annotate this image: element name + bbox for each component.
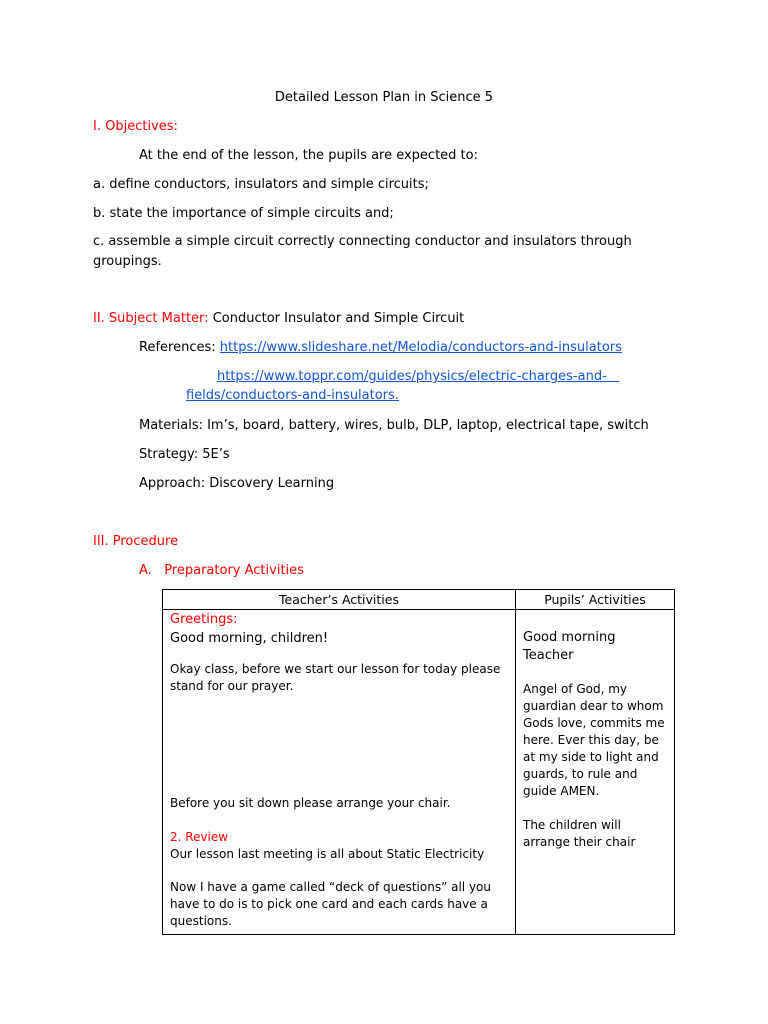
references-label: References:	[139, 340, 216, 355]
subject-matter-heading: II. Subject Matter:	[93, 311, 209, 326]
objectives-heading: I. Objectives:	[93, 119, 178, 134]
review-label: 2. Review	[170, 830, 229, 844]
procedure-heading: III. Procedure	[93, 534, 179, 549]
pupils-good-morning: Good morning Teacher	[523, 630, 616, 663]
objective-a: a. define conductors, insulators and simple circuits;	[93, 177, 429, 192]
references-line	[139, 338, 622, 358]
document-title: Detailed Lesson Plan in Science 5	[274, 90, 494, 105]
objective-b: b. state the importance of simple circuits and;	[93, 206, 394, 221]
objective-c-continued: groupings.	[93, 254, 162, 269]
objectives-intro: At the end of the lesson, the pupils are expected to:	[139, 148, 478, 163]
teacher-game-instruction: Now I have a game called “deck of questions” all you have to do is to pick one card and each cards have a questions.	[170, 880, 491, 928]
teacher-activities-cell	[163, 610, 516, 935]
teacher-arrange-chair: Before you sit down please arrange your chair.	[170, 796, 451, 810]
pupils-activities-cell	[516, 610, 675, 935]
teacher-activities-header: Teacher’s Activities	[163, 590, 516, 610]
reference-link-slideshare[interactable]: https://www.slideshare.net/Melodia/conductors-and-insulators	[219, 340, 622, 355]
subject-matter-topic: Conductor Insulator and Simple Circuit	[212, 311, 465, 326]
table-header-row	[163, 590, 675, 610]
teacher-last-meeting: Our lesson last meeting is all about Static Electricity	[170, 847, 485, 861]
subject-matter-line	[93, 309, 464, 329]
activities-table	[162, 589, 675, 935]
greetings-label: Greetings:	[170, 612, 238, 627]
teacher-prayer-instruction: Okay class, before we start our lesson for today please stand for our prayer.	[170, 662, 501, 693]
pupils-prayer: Angel of God, my guardian dear to whom Gods love, commits me here. Ever this day, be at my side to light and guards, to rule and guide AMEN.	[523, 682, 665, 798]
preparatory-activities-heading: A. Preparatory Activities	[139, 563, 304, 578]
strategy: Strategy: 5E’s	[139, 447, 230, 462]
pupils-arrange-chair: The children will arrange their chair	[523, 818, 636, 849]
approach: Approach: Discovery Learning	[139, 476, 335, 491]
table-row	[163, 610, 675, 935]
pupils-activities-header: Pupils’ Activities	[516, 590, 675, 610]
materials: Materials: Im’s, board, battery, wires, bulb, DLP, laptop, electrical tape, switch	[139, 418, 649, 433]
teacher-good-morning: Good morning, children!	[170, 631, 329, 646]
reference-link-toppr-line1[interactable]: https://www.toppr.com/guides/physics/electric-charges-and-	[217, 369, 607, 384]
reference-link-toppr-line2[interactable]: fields/conductors-and-insulators.	[186, 388, 399, 403]
objective-c: c. assemble a simple circuit correctly connecting conductor and insulators through	[93, 234, 632, 249]
